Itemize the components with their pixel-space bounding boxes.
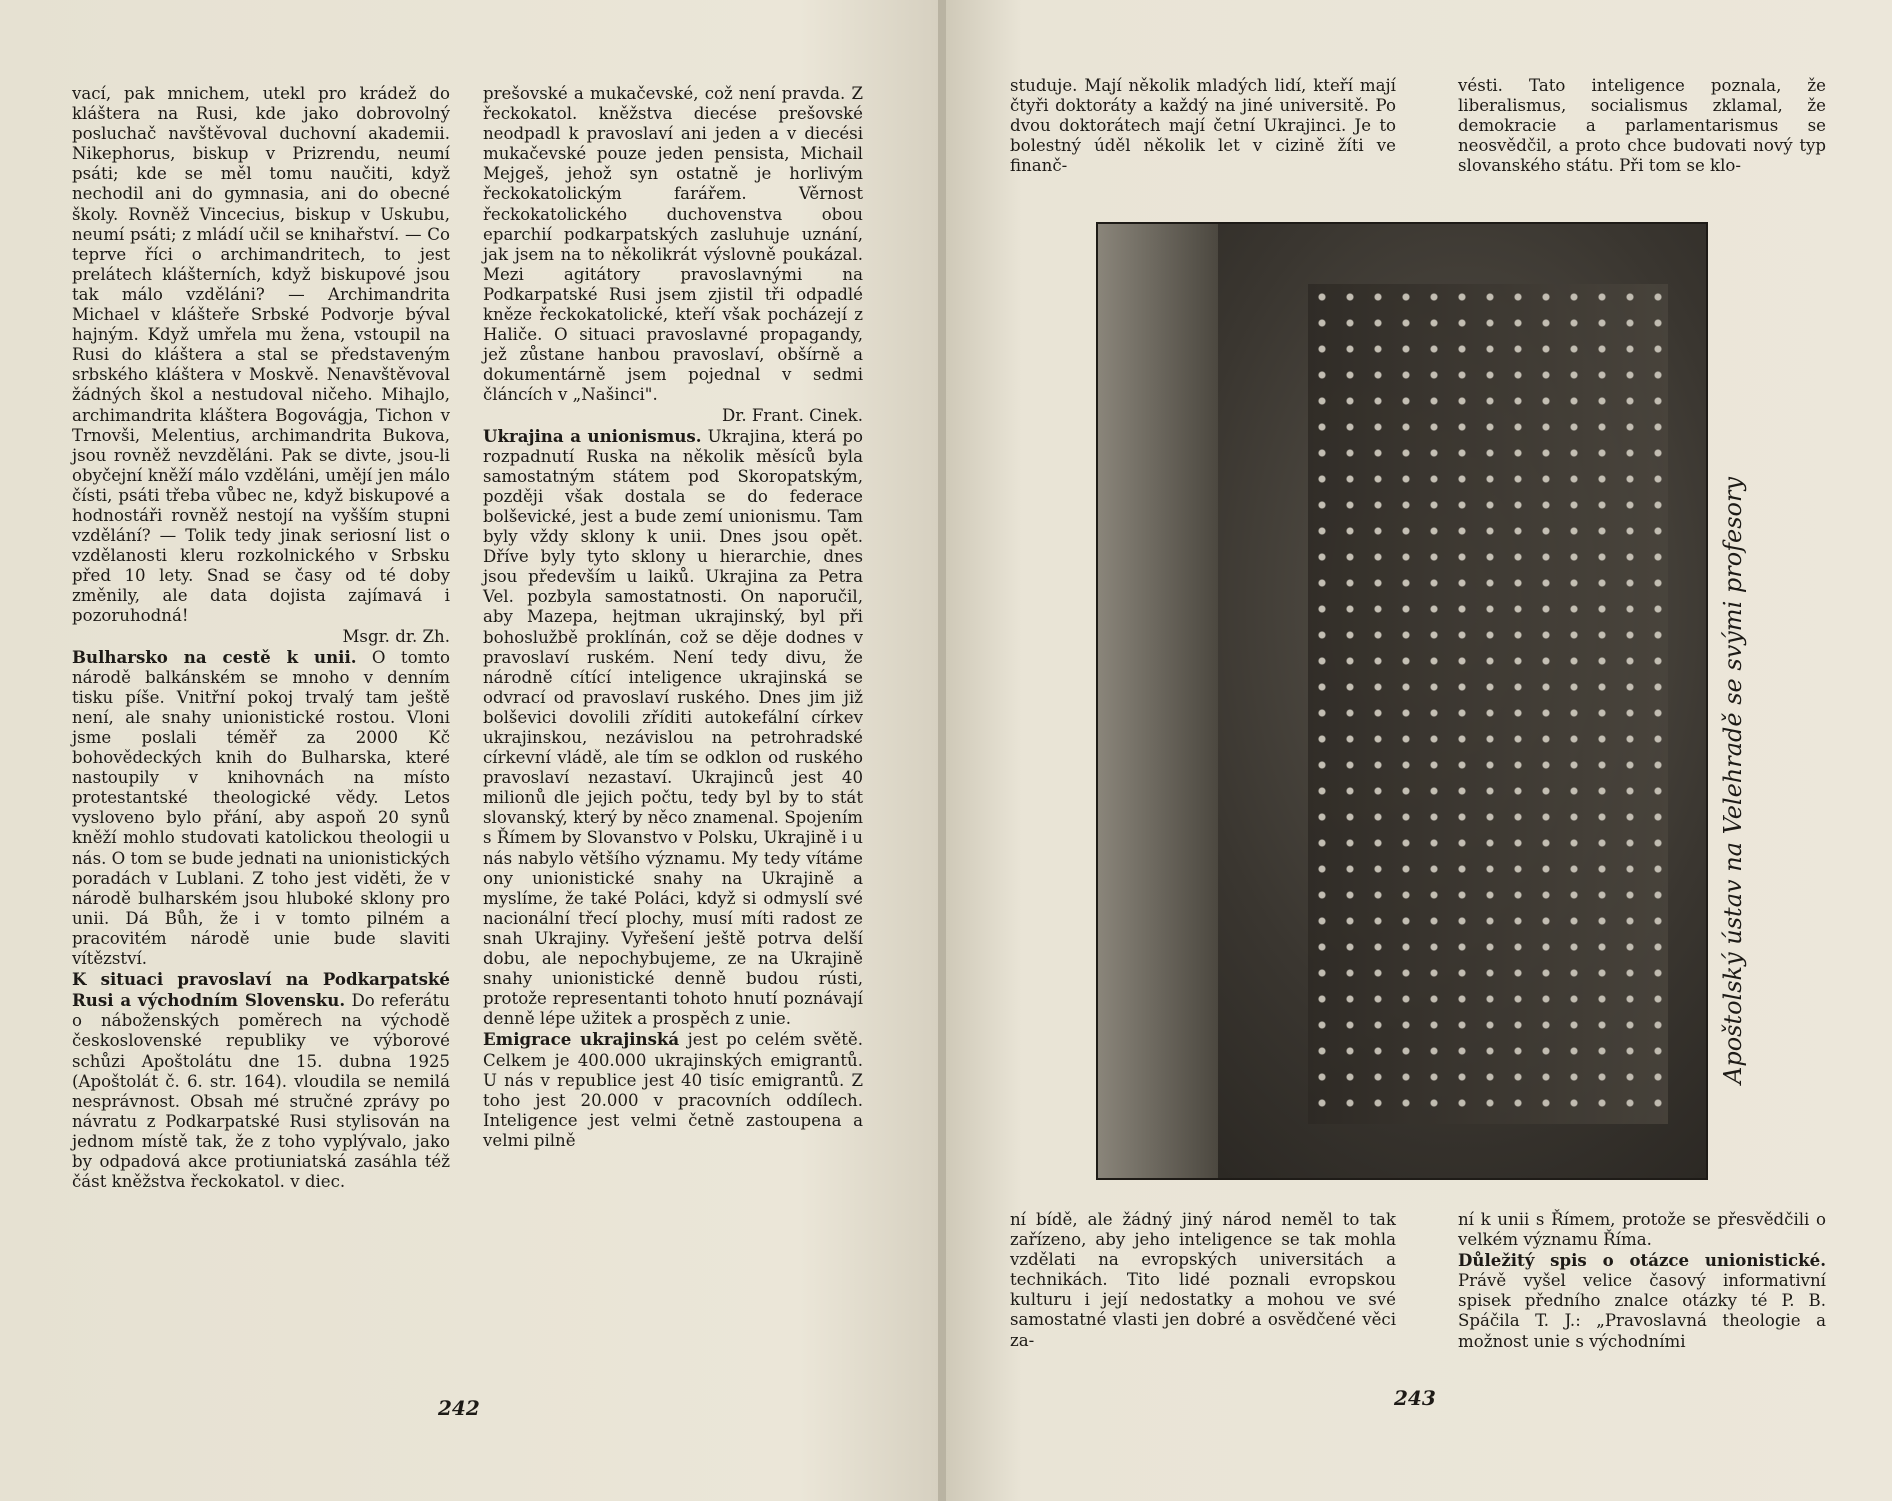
author-signature: Msgr. dr. Zh. (342, 626, 450, 646)
right-page-top-column-1 (1010, 76, 1396, 176)
page-number: 242 (438, 1396, 480, 1420)
article-text: vésti. Tato inteligence poznala, že liberalismus, socialismus zklamal, že demokracie a parlamentarismus se neosvědčil, a proto chce budovati nový typ slovanského státu. Při tom se klo- (1458, 76, 1826, 176)
article-paragraph (72, 647, 450, 970)
left-page-column-2 (483, 84, 863, 1151)
article-text: Do referátu o náboženských poměrech na východě československé republiky ve výborové schůzi Apoštolátu dne 15. dubna 1925 (Apoštolát č. 6. str. 164). vloudila se nemilá nesprávnost. Obsah mé stručné zprávy po návratu z Podkarpatské Rusi stylisován na jednom místě tak, že z toho vyplývalo, jako by odpadová akce protiuniatská zasáhla též část kněžstva řeckokatol. v diec. (72, 991, 450, 1192)
right-page-bottom-column-1 (1010, 1210, 1396, 1351)
article-text: ní bídě, ale žádný jiný národ neměl to tak zařízeno, aby jeho inteligence se tak mohla vzdělati na evropských universitách a technikách. Tito lidé poznali evropskou kulturu i její nedostatky a mohou ve své samostatné vlasti jen dobré a osvědčené věci za- (1010, 1210, 1396, 1350)
article-text: Právě vyšel velice časový informativní spisek předního znalce otázky té P. B. Spáčila T. J.: „Pravoslavná theologie a možnost unie s východními (1458, 1271, 1826, 1351)
article-text: jest po celém světě. Celkem je 400.000 ukrajinských emigrantů. U nás v republice jest 40 tisíc emigrantů. Z toho jest 20.000 v pracovních oddílech. Inteligence jest velmi četně zastoupena a velmi pilně (483, 1030, 863, 1150)
author-signature: Dr. Frant. Cinek. (721, 405, 863, 425)
photo-trees (1098, 224, 1218, 1178)
article-heading: Důležitý spis o otázce unionistické. (1458, 1250, 1826, 1271)
right-page-bottom-column-2 (1458, 1210, 1826, 1352)
page-number: 243 (1394, 1386, 1436, 1410)
article-paragraph (72, 969, 450, 1192)
photo-group-of-people (1308, 284, 1668, 1124)
photo-caption: Apoštolský ústav na Velehradě se svými profesory (1719, 476, 1747, 1084)
article-heading: Bulharsko na cestě k unii. (72, 646, 357, 667)
article-paragraph (483, 426, 863, 1030)
left-page (0, 0, 940, 1501)
article-text: O tomto národě balkánském se mnoho v denním tisku píše. Vnitřní pokoj trvalý tam ještě není, ale snahy unionistické rostou. Vloni jsme poslali téměř za 2000 Kč bohovědeckých knih do Bulharska, které nastoupily v knihovnách na místo protestantské theologické vědy. Letos vysloveno bylo přání, aby aspoň 20 synů kněží mohlo studovati katolickou theologii u nás. O tom se bude jednati na unionistických poradách v Lublani. Z toho jest viděti, že v národě bulharském jsou hluboké sklony pro unii. Dá Bůh, že i v tomto pilném a pracovitém národě unie bude slaviti vítězství. (72, 647, 450, 969)
article-text: ní k unii s Římem, protože se přesvědčili o velkém významu Říma. (1458, 1210, 1826, 1250)
article-text: studuje. Mají několik mladých lidí, kteří mají čtyři doktoráty a každý na jiné universitě. Po dvou doktorátech mají četní Ukrajinci. Je to bolestný úděl několik let v cizině žíti ve finanč- (1010, 76, 1396, 176)
right-page-top-column-2 (1458, 76, 1826, 176)
group-photograph (1096, 222, 1708, 1180)
left-page-column-1 (72, 84, 450, 1192)
article-paragraph (1458, 1250, 1826, 1351)
article-heading: Emigrace ukrajinská (483, 1029, 680, 1050)
article-text: vací, pak mnichem, utekl pro krádež do kláštera na Rusi, kde jako dobrovolný posluchač navštěvoval duchovní akademii. Nikephorus, biskup v Prizrendu, neumí psáti; kde se měl tomu naučiti, když nechodil ani do gymnasia, ani do obecné školy. Rovněž Vincecius, biskup v Uskubu, neumí psáti; z mládí učil se knihařství. — Co teprve říci o archimandritech, to jest prelátech klášterních, když biskupové jsou tak málo vzděláni? — Archimandrita Michael v klášteře Srbské Podvorje býval hajným. Když umřela mu žena, vstoupil na Rusi do kláštera a stal se představeným srbského kláštera v Moskvě. Nenavštěvoval žádných škol a nestudoval ničeho. Mihajlo, archimandrita kláštera Bogovágja, Tichon v Trnovši, Melentius, archimandrita Bukova, jsou rovněž nevzděláni. Pak se divte, jsou-li obyčejní kněží málo vzděláni, umějí jen málo čísti, psáti třeba vůbec ne, když biskupové a hodnostáři rovněž nestojí na vyšším stupni vzdělání? — Tolik tedy jinak seriosní list o vzdělanosti kleru rozkolnického v Srbsku před 10 lety. Snad se časy od té doby změnily, ale data dojista zajímavá i pozoruhodná! (72, 84, 450, 626)
article-paragraph (483, 1029, 863, 1151)
article-text: Ukrajina, která po rozpadnutí Ruska na několik měsíců byla samostatným státem pod Skoropatským, později však dostala se do federace bolševické, jest a bude zemí unionismu. Tam byly vždy sklony k unii. Dnes jsou opět. Dříve byly tyto sklony u hierarchie, dnes jsou především u laiků. Ukrajina za Petra Vel. pozbyla samostatnosti. On naporučil, aby Mazepa, hejtman ukrajinský, byl při bohoslužbě proklínán, což se děje dodnes v pravoslaví ruském. Není tedy divu, že národně cítící inteligence ukrajinská se odvrací od pravoslaví ruského. Dnes jim již bolševici dovolili zříditi autokefální církev ukrajinskou, nezávislou na petrohradské církevní vládě, ale tím se odklon od ruského pravoslaví nezastaví. Ukrajinců jest 40 milionů dle jejich počtu, tedy byl by to stát slovanský, který by něco znamenal. Spojením s Římem by Slovanstvo v Polsku, Ukrajině i u nás nabylo většího významu. My tedy vítáme ony unionistické snahy na Ukrajině a myslíme, že také Poláci, když si odmyslí své nacionální třecí plochy, musí míti radost ze snah Ukrajiny. Vyřešení ještě potrva delší dobu, ale nepochybujeme, ze na Ukrajině snahy unionistické denně budou rústi, protože representanti tohoto hnutí poznávají denně lépe užitek a prospěch z unie. (483, 426, 863, 1029)
article-text: prešovské a mukačevské, což není pravda. Z řeckokatol. kněžstva diecése prešovské neodpadl k pravoslaví ani jeden a v diecési mukačevské pouze jeden pensista, Michail Mejgeš, jehož syn ostatně je horlivým řeckokatolickým farářem. Věrnost řeckokatolického duchovenstva obou eparchií podkarpatských zasluhuje uznání, jak jsem na to několikrát výslovně poukázal. Mezi agitátory pravoslavnými na Podkarpatské Rusi jsem zjistil tři odpadlé kněze řeckokatolické, kteří však pocházejí z Haliče. O situaci pravoslavné propagandy, jež zůstane hanbou pravoslaví, obšírně a dokumentárně jsem pojednal v sedmi článcích v „Našinci". (483, 84, 863, 405)
article-heading: Ukrajina a unionismus. (483, 425, 702, 446)
article-heading: K situaci pravoslaví na Podkarpatské Rusi a východním Slovensku. (72, 969, 450, 1011)
